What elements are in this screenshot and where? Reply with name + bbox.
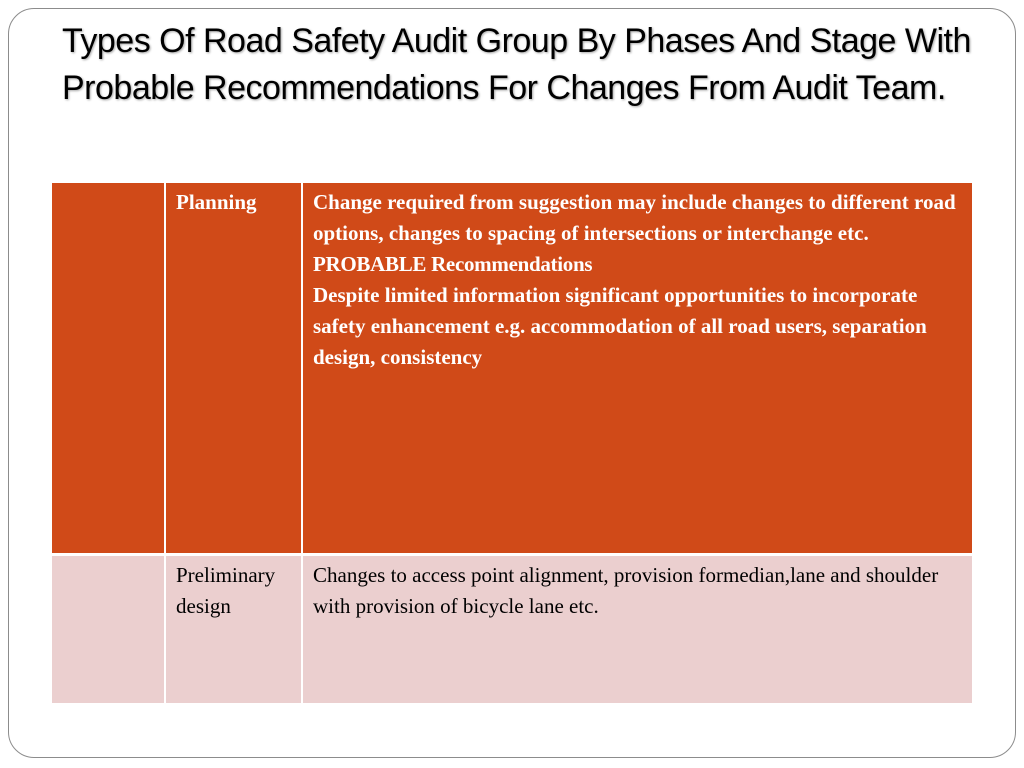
table-cell-empty — [52, 183, 165, 554]
table-row-preliminary-design — [52, 554, 972, 703]
audit-table — [52, 183, 972, 703]
table-cell-empty — [52, 554, 165, 703]
recommendations-heading: PROBABLE Recommendations — [313, 252, 593, 276]
phase-label-preliminary-design: Preliminary design — [165, 554, 302, 703]
preliminary-change-text: Changes to access point alignment, provision formedian,lane and shoulder with provision of bicycle lane etc. — [313, 562, 939, 618]
phase-label-planning: Planning — [165, 183, 302, 554]
planning-details-cell — [302, 183, 972, 554]
recommendations-text: Despite limited information significant opportunities to incorporate safety enhancement e.g. accommodation of all road users, separation design, consistency — [313, 283, 927, 369]
preliminary-design-details-cell — [302, 554, 972, 703]
change-required-text: Change required from suggestion may include changes to different road options, changes to spacing of intersections or interchange etc. — [313, 190, 956, 245]
slide-title: Types Of Road Safety Audit Group By Phases And Stage With Probable Recommendations For Changes From Audit Team. — [62, 22, 971, 107]
table-row-planning — [52, 183, 972, 554]
